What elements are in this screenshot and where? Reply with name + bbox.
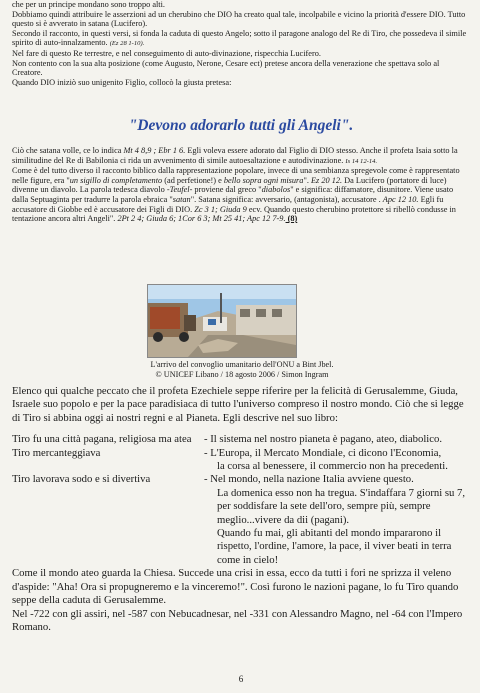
photo-illustration (148, 285, 296, 357)
footnote-marker[interactable]: (8) (285, 214, 298, 224)
page-number: 6 (238, 674, 244, 684)
intro-text-block (12, 0, 470, 87)
text-paragraph: Come il mondo ateo guarda la Chiesa. Succede una crisi in essa, ecco da tutti i fori ne sprizza il veleno d'aspide: "Aha! Ora si propugneremo e la vinceremo!". Così furono le nazioni pagane, lo fu Tiro quando seppe della caduta di Gerusalemme. (12, 567, 459, 607)
text-paragraph: Dobbiamo quindi attribuire le asserzioni ad un cherubino che DIO ha creato qual tale, incolpabile e vicino la priorità d'essere DIO. Tutto questo si è avverato in satana (Lucifero). (12, 9, 466, 29)
section-heading: "Devono adorarlo tutti gli Angeli". (128, 117, 354, 134)
lower-text-block (12, 385, 470, 634)
comparison-row: Tiro fu una città pagana, religiosa ma atea - Il sistema nel nostro pianeta è pagano, ateo, diabolico. (12, 433, 443, 446)
text-line: Nel fare di questo Re terrestre, e nel conseguimento di auto-divinazione, rispecchia Lucifero. (12, 48, 321, 58)
text-paragraph: Non contento con la sua alta posizione (come Augusto, Nerone, Cesare ect) pretese ancora della venerazione che spettava solo al Creatore. (12, 58, 440, 78)
bible-reference: (Ez 28 1-10). (109, 40, 145, 48)
text-paragraph: Elenco qui qualche peccato che il profeta Ezechiele seppe riferire per la felicità di Gerusalemme, Giuda, Israele suo popolo e per la pace paradisiaca di tutto l'universo compreso il nostro mondo. Ciò che si legge di Tiro si abbina oggi ai nostri regni e al Pianeta. Egli descrive nel suo libro: (12, 385, 464, 424)
text-paragraph: Secondo il racconto, in questi versi, si fonda la caduta di questo Angelo; sotto il paragone analogo del Re di Tiro, che possedeva il simile spirito di auto-innalzamento. (Ez 28 1-10). (12, 28, 467, 48)
comparison-row: Tiro mercanteggiava - L'Europa, il Mercato Mondiale, ci dicono l'Economia, la corsa al benessere, il commercio non ha precedenti. (12, 446, 448, 473)
text-line: che per un principe mondano sono troppo alti. (12, 0, 165, 9)
photo-caption: L'arrivo del convoglio umanitario dell'ONU a Bint Jbel. © UNICEF Libano / 18 agosto 2006 / Simon Ingram (150, 360, 334, 379)
text-line: Quando DIO iniziò suo unigenito Figlio, collocò la giusta pretesa: (12, 77, 232, 87)
commentary-text-block (12, 146, 470, 224)
text-paragraph: Ciò che satana volle, ce lo indica Mt 4 8,9 ; Ebr 1 6. Egli voleva essere adorato dal Figlio di DIO stesso. Anche il profeta Isaia sotto la similitudine del Re di Babilonia ci rida un avvenimento di simile autoesaltazione e autodivinazione. Is 14 12-14. (12, 146, 458, 165)
convoy-photo (147, 284, 297, 358)
text-paragraph: Nel -722 con gli assiri, nel -587 con Nebucadnesar, nel -331 con Alessandro Magno, nel -64 con l'Impero Romano. (12, 607, 463, 633)
comparison-row: Tiro lavorava sodo e si divertiva - Nel mondo, nella nazione Italia avviene questo. La domenica esso non ha tregua. S'indaffara 7 giorni su 7, per soddisfare la sete dell'oro, sempre più, sempre meglio...vivere da dii (pagani). Quando fu mai, gli abitanti del mondo impararono il rispetto, l'ordine, l'amore, la pace, il viver beati in terra come in cielo! (12, 473, 466, 566)
text-paragraph: Come è del tutto diverso il racconto biblico dalla rappresentazione popolare, invece di una sembianza spregevole come è rappresentato nelle figure, era "un sigillo di completamento (ad perfetione!) e bello sopra ogni misura". Ez 20 12. Da Lucifero (portatore di luce) divenne un diavolo. La parola tedesca diavolo -Teufel- proviene dal greco "diabolos" e significa: diffamatore, disunitore. Viene usato dalla Septuaginta per tradurre la parola ebraica "satan". Satana significa: avversario, (antagonista), accusatore . Apc 12 10. Egli fu accusatore di Giobbe ed è accusatore dei Figli di DIO. Zc 3 1; Giuda 9 ecv. Quando questo cherubino protettore si ribellò condusse in tentazione ancora altri Angeli". 2Pt 2 4; Giuda 6; 1Cor 6 3; Mt 25 41; Apc 12 7-9. (8) (12, 166, 460, 224)
